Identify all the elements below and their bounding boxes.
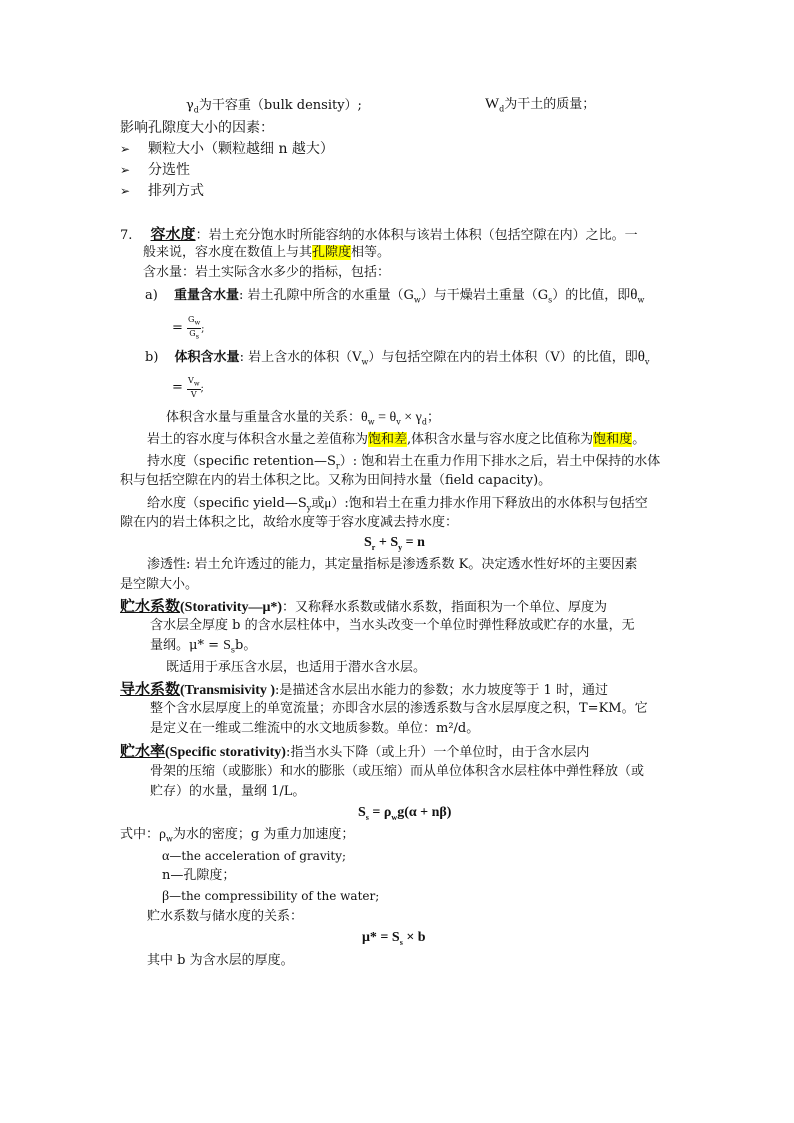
specific-storage-line3: 贮存）的水量，量纲 1/L。 (150, 784, 306, 799)
specific-storage-title: 贮水率 (120, 742, 166, 760)
gravimetric-water-content: a) 重量含水量: 岩土孔隙中所含的水重量$(G_w)$与干燥岩土重量$(G_s)$的比值，即$\theta_w$ (145, 287, 645, 305)
factor-item: ➢ 分选性 (120, 162, 190, 178)
factors-heading: 影响孔隙度大小的因素： (120, 120, 274, 136)
volumetric-formula: = $\frac{V_w}{V}$ ; (172, 376, 204, 399)
storativity-line1: 贮水系数(Storativity—μ*)：又称释水系数或储水系数，指面积为一个单位、厚度为 (120, 597, 608, 615)
specific-storage-line1: 贮水率(Specific storativity):指当水头下降（或上升）一个单位时，由于含水层内 (120, 742, 590, 760)
transmissivity-line1: 导水系数(Transmisivity ):是描述含水层出水能力的参数；水力坡度等于 1 时，通过 (120, 680, 608, 698)
storage-relation-equation: $\mu* = S_s \times b$ (362, 930, 426, 947)
section-7-line1: 7. 容水度：岩土充分饱水时所能容纳的水体积与该岩土体积（包括空隙在内）之比。一 (120, 225, 638, 243)
specific-storage-line2: 骨架的压缩（或膨胀）和水的膨胀（或压缩）而从单位体积含水层柱体中弹性释放（或 (150, 764, 645, 779)
permeability-line2: 是空隙大小。 (120, 577, 199, 592)
water-content-intro: 含水量：岩土实际含水多少的指标，包括： (143, 265, 391, 280)
specific-yield-line1: 给水度（specific $yield—S_y$或μ）:饱和岩土在重力排水作用下释放出的水体积与包括空 (147, 495, 648, 513)
alpha-def: α—the acceleration of gravity; (162, 849, 347, 864)
highlight-porosity: 孔隙度 (312, 245, 352, 260)
n-def: n—孔隙度； (162, 868, 236, 883)
volumetric-water-content: b) 体积含水量: 岩上含水的体积$(V_w)$与包括空隙在内的岩土体积（V）的比值，即$\theta_v$ (145, 349, 650, 367)
storativity-line3: 量纲。$\mu* = S_sb$。 (150, 638, 257, 655)
saturation-definition: 岩土的容水度与体积含水量之差值称为饱和差,体积含水量与容水度之比值称为饱和度。 (147, 432, 646, 447)
highlight-saturation-degree: 饱和度 (593, 432, 633, 447)
thickness-note: 其中 b 为含水层的厚度。 (147, 953, 294, 968)
dry-density-def: $\gamma_d$为干容重（bulk density）; (186, 98, 362, 115)
transmissivity-title: 导水系数 (120, 680, 181, 698)
dry-mass-def: $W_d$为干土的质量； (485, 96, 596, 114)
storativity-line4: 既适用于承压含水层，也适用于潜水含水层。 (166, 660, 427, 675)
transmissivity-line3: 是定义在一维或二维流中的水文地质参数。单位：m²/d。 (150, 721, 480, 736)
permeability-line1: 渗透性: 岩土允许透过的能力，其定量指标是渗透系数 K。决定透水性好坏的主要因素 (147, 557, 638, 572)
gravimetric-formula: = $\frac{G_w}{G_s}$ ; (172, 315, 205, 341)
beta-def: β—the compressibility of the water; (162, 889, 380, 904)
factor-item: ➢ 排列方式 (120, 183, 204, 199)
where-line1: 式中：$\rho_w$为水的密度；g 为重力加速度； (120, 827, 355, 844)
factor-item: ➢ 颗粒大小（颗粒越细 n 越大） (120, 141, 334, 157)
highlight-saturation-deficit: 饱和差 (368, 432, 408, 447)
water-content-relation: 体积含水量与重量含水量的关系：$\theta_w = \theta_v \times \gamma_d$； (166, 410, 440, 427)
storage-relation: 贮水系数与储水度的关系： (147, 909, 304, 924)
section-title: 容水度 (150, 225, 196, 243)
storativity-title: 贮水系数 (120, 597, 181, 615)
specific-storage-equation: $S_s = \rho_wg(\alpha + n\beta)$ (358, 805, 452, 822)
transmissivity-line2: 整个含水层厚度上的单宽流量；亦即含水层的渗透系数与含水层厚度之积，T=KM。它 (150, 701, 648, 716)
specific-yield-line2: 隙在内的岩土体积之比，故给水度等于容水度减去持水度： (120, 515, 459, 530)
specific-retention-line2: 积与包括空隙在内的岩土体积之比。又称为田间持水量（field capacity)。 (120, 473, 552, 488)
yield-equation: $S_r + S_y = n$ (364, 535, 425, 552)
storativity-line2: 含水层全厚度 b 的含水层柱体中，当水头改变一个单位时弹性释放或贮存的水量，无 (150, 618, 635, 633)
section-7-line2: 般来说，容水度在数值上与其孔隙度相等。 (143, 245, 391, 260)
specific-retention-line1: 持水度（specific $retention—S_r$）: 饱和岩土在重力作用下排水之后，岩土中保持的水体 (147, 454, 661, 471)
